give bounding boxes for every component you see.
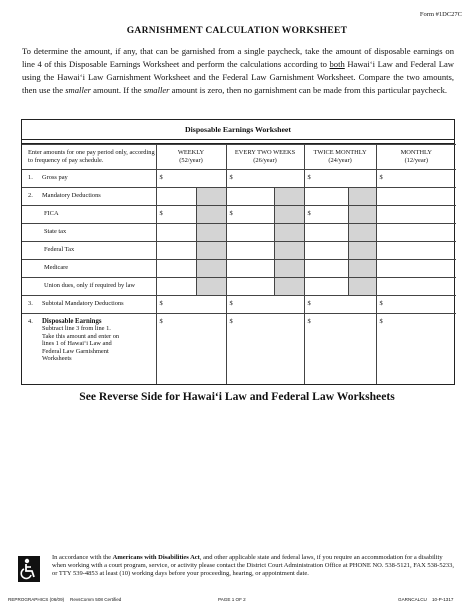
column-twice-monthly	[304, 145, 376, 170]
row-label	[22, 296, 156, 314]
footer-reprographics: REPROGRAPHICS (06/09)	[8, 597, 65, 602]
intro-text-2: Hawai‘i Law and Federal Law using the Hawai‘i Law Garnishment Worksheet and the Federal Law Garnishment Worksheet. Compare the two amounts, then use the	[22, 59, 455, 95]
shaded-cell	[196, 260, 226, 278]
header-row	[22, 145, 456, 170]
row-label-text: Disposable Earnings	[42, 318, 102, 325]
row-fica	[22, 206, 456, 224]
instruction-line: lines 1 of Hawai‘i Law and	[42, 340, 112, 348]
ada-text-pre: In accordance with the	[52, 554, 113, 561]
shaded-cell	[348, 278, 376, 296]
column-monthly	[376, 145, 456, 170]
intro-emphasis-both: both	[329, 59, 345, 69]
ada-notice	[18, 554, 458, 590]
cell	[376, 188, 456, 206]
subtotal-biweekly-field[interactable]: $	[226, 296, 304, 314]
instruction-line: Take this amount and enter on	[42, 332, 120, 340]
gross-pay-biweekly-field[interactable]: $	[226, 170, 304, 188]
intro-text-3: amount. If the	[90, 85, 144, 95]
shaded-cell	[348, 260, 376, 278]
column-every-two-weeks	[226, 145, 304, 170]
row-label-text: Mandatory Deductions	[42, 192, 101, 199]
instruction-line: Worksheets	[42, 355, 72, 363]
row-medicare	[22, 260, 456, 278]
subtotal-weekly-field[interactable]: $	[156, 296, 226, 314]
row-subtotal	[22, 296, 456, 314]
shaded-cell	[274, 278, 304, 296]
ada-text	[52, 554, 454, 578]
shaded-cell	[196, 242, 226, 260]
footer-revision: 10-P-1317	[432, 597, 454, 602]
state-tax-semimonthly-field[interactable]	[304, 224, 348, 242]
shaded-cell	[348, 188, 376, 206]
instruction-cell: Enter amounts for one pay period only, according to frequency of pay schedule.	[22, 145, 156, 170]
worksheet-table	[22, 144, 456, 384]
union-dues-biweekly-field[interactable]	[226, 278, 274, 296]
instruction-line: Federal Law Garnishment	[42, 347, 109, 355]
fica-weekly-field[interactable]: $	[156, 206, 196, 224]
disposable-biweekly-field[interactable]: $	[226, 314, 304, 384]
medicare-weekly-field[interactable]	[156, 260, 196, 278]
column-weekly-name: WEEKLY	[177, 149, 205, 156]
subtotal-monthly-field[interactable]: $	[376, 296, 456, 314]
column-biweekly-name: EVERY TWO WEEKS	[234, 149, 296, 156]
row-number: 2.	[28, 192, 33, 199]
shaded-cell	[348, 206, 376, 224]
cell	[304, 188, 348, 206]
shaded-cell	[196, 188, 226, 206]
shaded-cell	[274, 188, 304, 206]
row-number: 3.	[28, 300, 33, 307]
cell	[226, 188, 274, 206]
column-monthly-name: MONTHLY	[400, 149, 432, 156]
reverse-side-note: See Reverse Side for Hawai‘i Law and Federal Law Worksheets	[79, 390, 395, 403]
column-weekly	[156, 145, 226, 170]
shaded-cell	[274, 206, 304, 224]
page-footer	[0, 597, 474, 607]
federal-tax-semimonthly-field[interactable]	[304, 242, 348, 260]
column-semimonthly-sub: (24/year)	[328, 157, 352, 164]
row-label: Medicare	[22, 260, 156, 278]
intro-text-1: To determine the amount, if any, that can be garnished from a single paycheck, take the amount of disposable earnings on line 4 of this Disposable Earnings Worksheet and perform the calculations according to	[22, 46, 454, 69]
column-semimonthly-name: TWICE MONTHLY	[313, 149, 367, 156]
column-monthly-sub: (12/year)	[404, 157, 428, 164]
medicare-semimonthly-field[interactable]	[304, 260, 348, 278]
footer-certified: RevsComm 508 Certified	[70, 597, 122, 602]
row-disposable-earnings	[22, 314, 456, 384]
row-label: Union dues, only if required by law	[22, 278, 156, 296]
shaded-cell	[196, 224, 226, 242]
instruction-line: Subtract line 3 from line 1.	[42, 325, 111, 332]
row-gross-pay	[22, 170, 456, 188]
fica-monthly-field[interactable]	[376, 206, 456, 224]
fica-semimonthly-field[interactable]: $	[304, 206, 348, 224]
ada-act-name: Americans with Disabilities Act	[112, 554, 200, 561]
federal-tax-monthly-field[interactable]	[376, 242, 456, 260]
shaded-cell	[274, 242, 304, 260]
disposable-semimonthly-field[interactable]: $	[304, 314, 376, 384]
ada-text-post: , and other applicable state and federal laws, if you require an accommodation for a disability when working with a court program, service, or activity please contact the District Court Administration Office at PHONE NO. 538-5121, FAX 538-5233, or TTY 539-4853 at least (10) working days before your proceeding, hearing, or appointment date.	[52, 554, 454, 577]
row-label: FICA	[22, 206, 156, 224]
intro-emphasis-smaller-1: smaller	[65, 85, 91, 95]
disposable-monthly-field[interactable]: $	[376, 314, 456, 384]
disposable-earnings-worksheet	[21, 119, 455, 385]
shaded-cell	[348, 224, 376, 242]
worksheet-title: Disposable Earnings Worksheet	[22, 120, 454, 140]
medicare-biweekly-field[interactable]	[226, 260, 274, 278]
intro-paragraph	[22, 45, 454, 97]
state-tax-monthly-field[interactable]	[376, 224, 456, 242]
row-number: 1.	[28, 174, 33, 181]
row-label-text: Gross pay	[42, 174, 68, 181]
shaded-cell	[274, 260, 304, 278]
state-tax-weekly-field[interactable]	[156, 224, 196, 242]
shaded-cell	[274, 224, 304, 242]
intro-emphasis-smaller-2: smaller	[143, 85, 170, 95]
row-label	[22, 314, 156, 384]
union-dues-monthly-field[interactable]	[376, 278, 456, 296]
row-number: 4.	[28, 318, 33, 325]
wheelchair-accessibility-icon	[18, 556, 40, 582]
shaded-cell	[348, 242, 376, 260]
row-label: State tax	[22, 224, 156, 242]
cell	[156, 188, 196, 206]
medicare-monthly-field[interactable]	[376, 260, 456, 278]
column-biweekly-sub: (26/year)	[253, 157, 277, 164]
gross-pay-monthly-field[interactable]: $	[376, 170, 456, 188]
union-dues-weekly-field[interactable]	[156, 278, 196, 296]
row-label-text: Subtotal Mandatory Deductions	[42, 300, 124, 307]
shaded-cell	[196, 278, 226, 296]
row-federal-tax	[22, 242, 456, 260]
footer-form-code: GARNCALCU	[398, 597, 427, 602]
page-title: GARNISHMENT CALCULATION WORKSHEET	[126, 26, 348, 36]
subtotal-semimonthly-field[interactable]: $	[304, 296, 376, 314]
shaded-cell	[196, 206, 226, 224]
federal-tax-biweekly-field[interactable]	[226, 242, 274, 260]
row-union-dues	[22, 278, 456, 296]
intro-text-4: amount is zero, then no garnishment can be made from this particular paycheck.	[169, 85, 448, 95]
gross-pay-semimonthly-field[interactable]: $	[304, 170, 376, 188]
row-label	[22, 188, 156, 206]
column-weekly-sub: (52/year)	[179, 157, 203, 164]
state-tax-biweekly-field[interactable]	[226, 224, 274, 242]
row-mandatory-deductions	[22, 188, 456, 206]
fica-biweekly-field[interactable]: $	[226, 206, 274, 224]
gross-pay-weekly-field[interactable]: $	[156, 170, 226, 188]
footer-page-number: PAGE 1 OF 2	[218, 597, 246, 602]
row-state-tax	[22, 224, 456, 242]
row-label: Federal Tax	[22, 242, 156, 260]
form-number: Form #1DC27C	[419, 11, 462, 18]
row-label	[22, 170, 156, 188]
disposable-weekly-field[interactable]: $	[156, 314, 226, 384]
federal-tax-weekly-field[interactable]	[156, 242, 196, 260]
union-dues-semimonthly-field[interactable]	[304, 278, 348, 296]
